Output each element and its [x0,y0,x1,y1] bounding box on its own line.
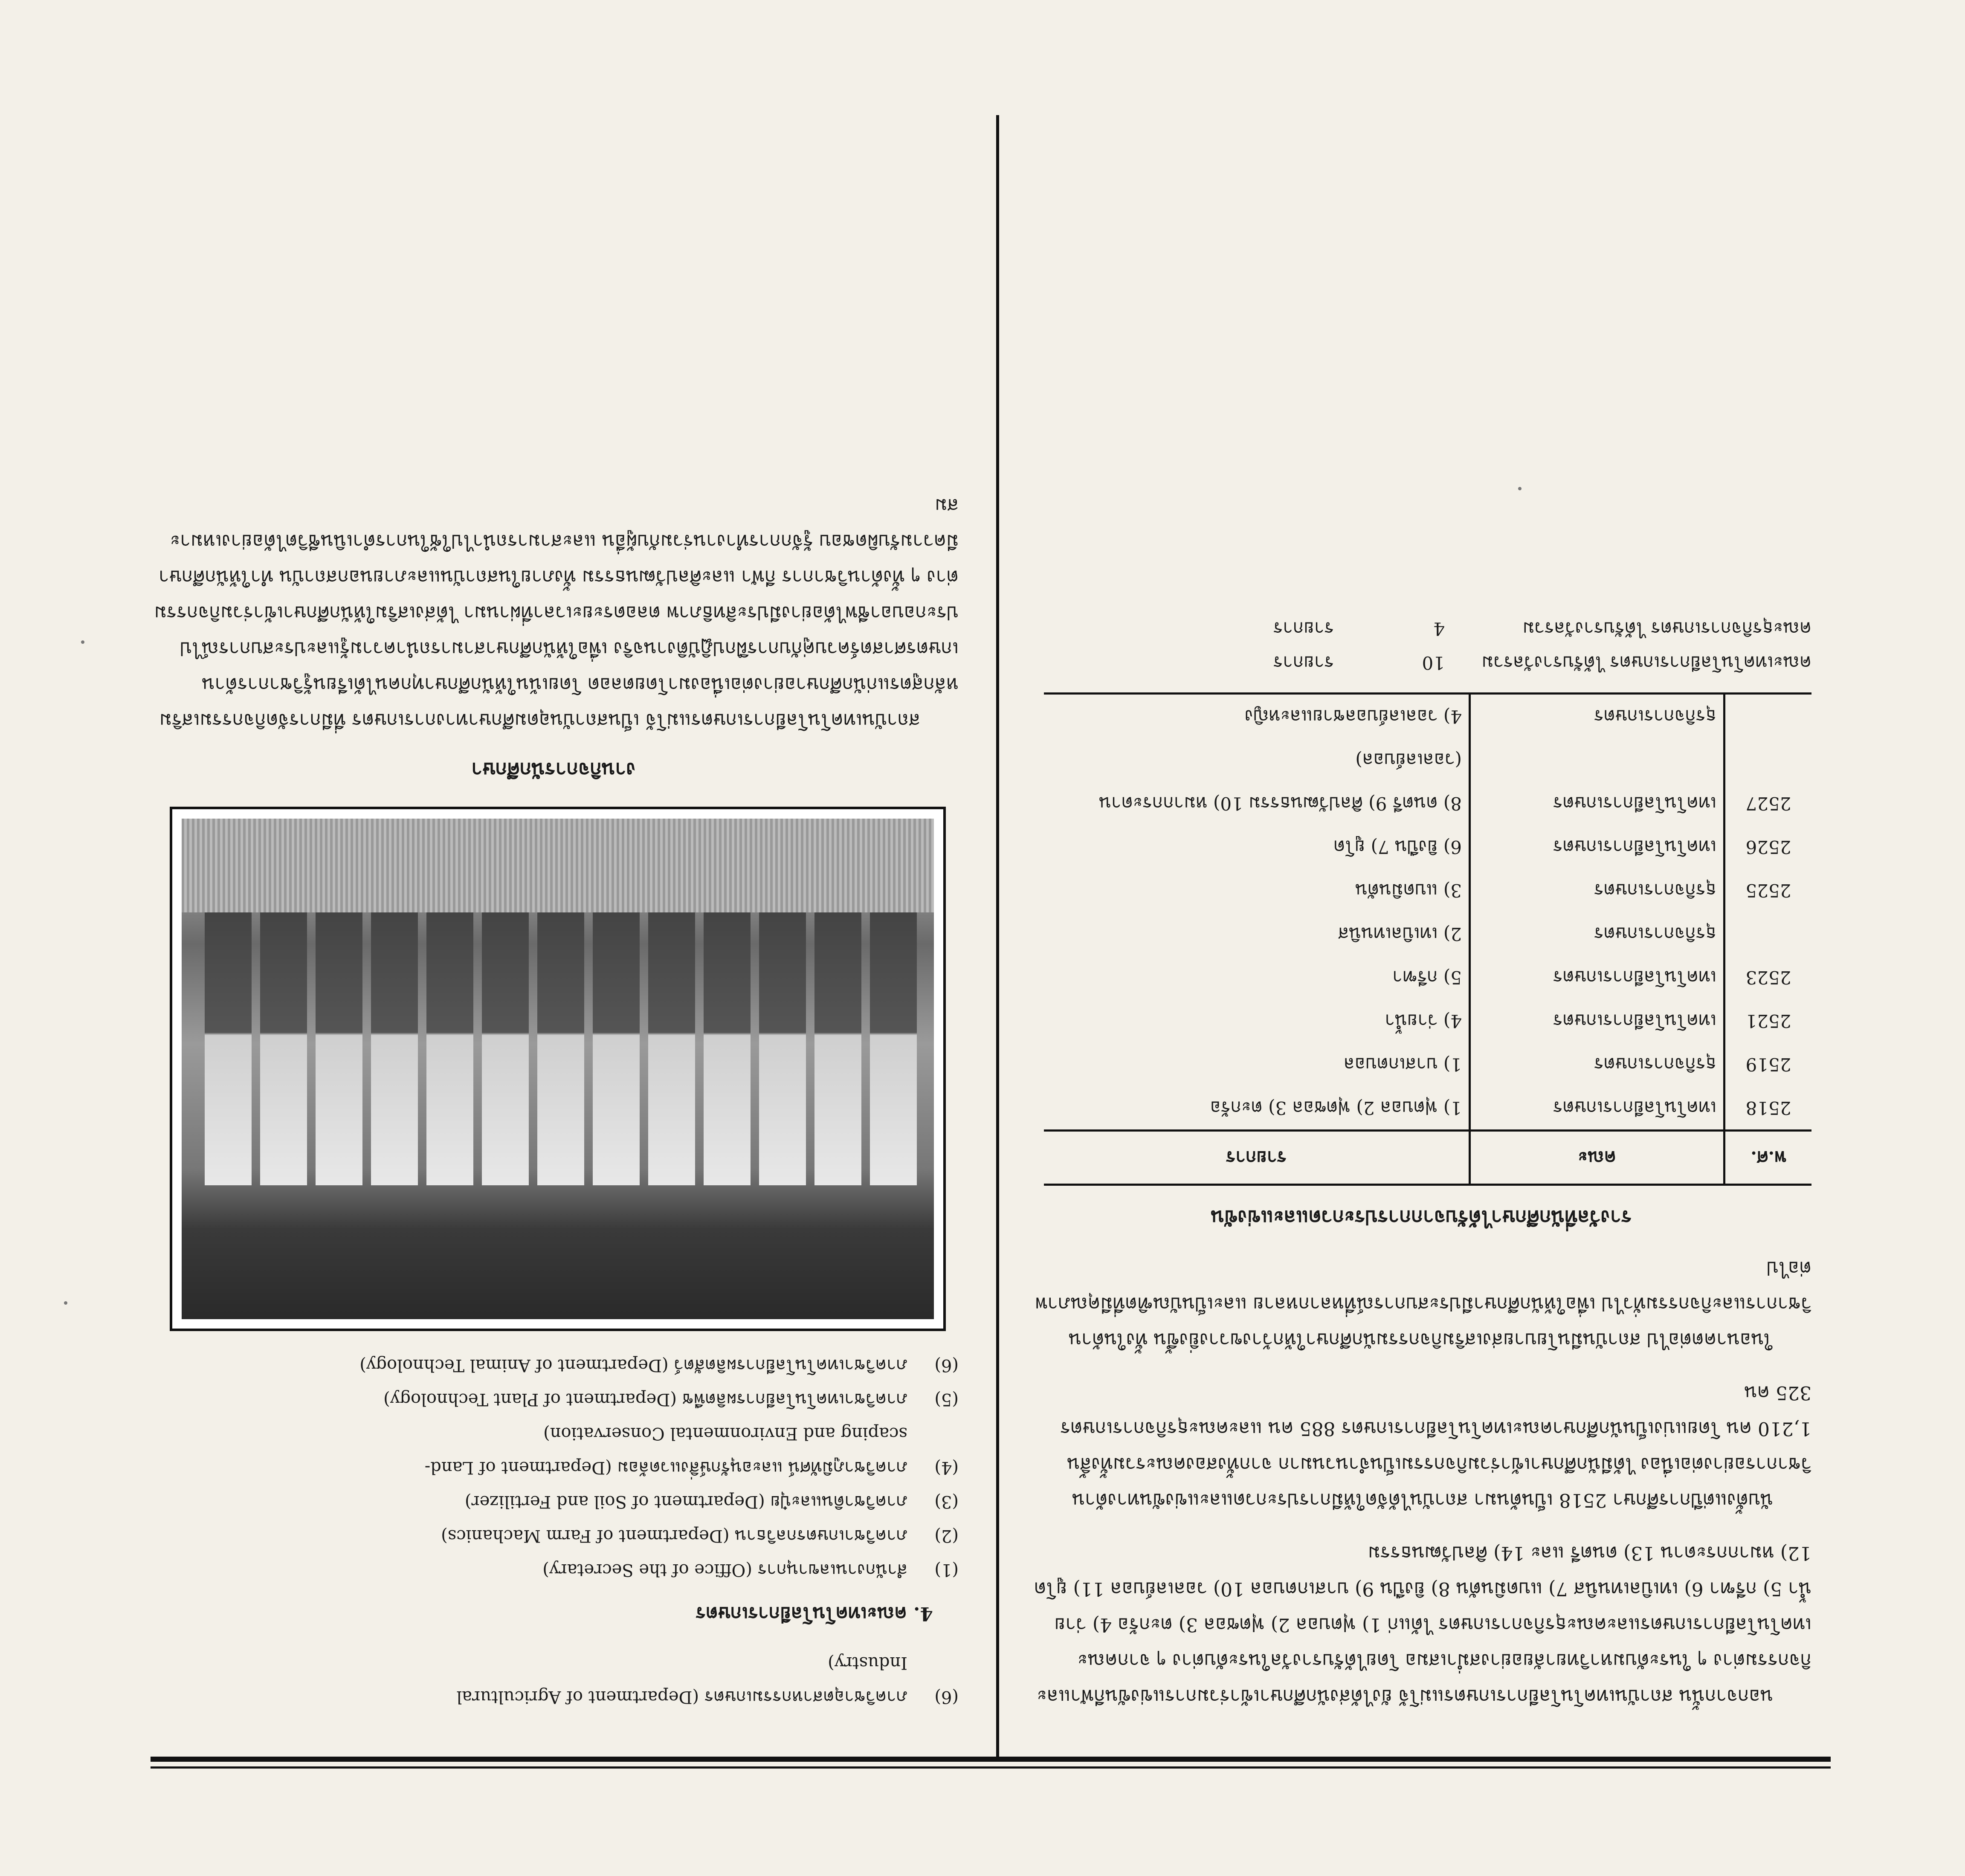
photo-image [182,819,934,1319]
list-item: (3)ภาควิชาดินและปุ๋ย (Department of Soil and Fertilizer) [464,1492,959,1511]
table-row: ธุรกิจการเกษตร 4) วอลเลย์บอลชายและหญิง [1044,694,1811,738]
top-rule-thick [151,1757,1831,1762]
table-row: 2521 เทคโนโลยีการเกษตร 4) ว่ายน้ำ [1044,999,1811,1042]
column-divider [996,115,999,1761]
list-item: (1)สำนักงานเลขานุการ (Office of the Secretary) [542,1560,959,1580]
awards-paragraph-2: นับตั้งแต่ปีการศึกษา 2518 เป็นต้นมา สถาบันได้จัดให้มีการประกวดและแข่งขันทางด้านวิชาการอย่างต่อเนื่อง ได้มีนักศึกษาเข้าร่วมกิจกรรมเป็นจำนวนมาก จากทั้งสองคณะรวมทั้งสิ้น 1,210 คน โดยแบ่งเป็นนักศึกษาคณะเทคโนโลยีการเกษตร 885 คน และคณะธุรกิจการเกษตร 325 คน [1060,1382,1811,1511]
list-item: (6)ภาควิชาเทคโนโลยีการผลิตสัตว์ (Department of Animal Technology) [359,1355,959,1375]
left-column [1031,611,1811,1714]
student-affairs-paragraph: สถาบันเทคโนโลยีการเกษตรแม่โจ้ เป็นสถาบันอุดมศึกษาทางการเกษตร ที่มีการจัดกิจกรรมเสริมหลักสูตรแก่นักศึกษาอย่างต่อเนื่องมาโดยตลอด โดยเน้นให้นักศึกษาทุกคนได้เรียนรู้วิชาการด้านเกษตรศาสตร์ควบคู่กับการฝึกปฏิบัติงานจริง เพื่อให้นักศึกษาสามารถนำความรู้และประสบการณ์ไปประกอบอาชีพได้อย่างมีประสิทธิภาพ ตลอดระยะเวลาที่ผ่านมา ได้ส่งเสริมให้นักศึกษาเข้าร่วมกิจกรรมต่าง ๆ ทั้งด้านวิชาการ กีฬา และศิลปวัฒนธรรม ทั้งภายในสถาบันและภายนอกสถาบัน ทำให้นักศึกษามีความรับผิดชอบ รู้จักการทำงานร่วมกับผู้อื่น และสามารถนำไปใช้ในการดำเนินชีวิตได้อย่างเหมาะสม [154,495,959,731]
header-year: พ.ศ. [1724,1131,1812,1185]
table-row: ธุรกิจการเกษตร 2) เทเบิลเทนนิส [1044,912,1811,955]
table-row: (วอลเลย์บอล) [1044,738,1811,782]
table-row: 2525 ธุรกิจการเกษตร 3) แบดมินตัน [1044,869,1811,912]
section-title-student-affairs: งานกิจการนักศึกษา [471,759,636,782]
awards-paragraph-1: นอกจากนั้น สถาบันเทคโนโลยีการเกษตรแม่โจ้ ยังได้ส่งนักศึกษาเข้าร่วมการแข่งขันกีฬาและกิจกรรมต่าง ๆ ในระดับมหาวิทยาลัยอย่างสม่ำเสมอ โดยได้รับรางวัลในระดับต่าง ๆ จากคณะเทคโนโลยีการเกษตรและคณะธุรกิจการเกษตร ได้แก่ 1) ฟุตบอล 2) ฟุตซอล 3) ตะกร้อ 4) ว่ายน้ำ 5) กรีฑา 6) เทเบิลเทนนิส 7) แบดมินตัน 8) ยิงปืน 9) บาสเกตบอล 10) วอลเลย์บอล 11) ยูโด 12) หมากกระดาน 13) ดนตรี และ 14) ศิลปวัฒนธรรม [1034,1542,1811,1707]
department-list [148,1348,959,1587]
list-item: (2)ภาควิชาเกษตรกลวิธาน (Department of Farm Machanics) [441,1526,959,1546]
top-rule-thin [151,1766,1831,1769]
scan-speck [1518,487,1522,490]
table-row: 2518 เทคโนโลยีการเกษตร 1) ฟุตบอล 2) ฟุตซอล 3) ตะกร้อ [1044,1086,1811,1131]
awards-summary [1031,611,1811,680]
header-items: รายการ [1044,1131,1470,1185]
right-column [148,470,959,1714]
table-row: 2527 เทคโนโลยีการเกษตร 8) ดนตรี 9) ศิลปวัฒนธรรม 10) หมากกระดาน [1044,782,1811,825]
section-heading-faculty: 4. คณะเทคโนโลยีการเกษตร [696,1603,933,1624]
awards-table [1044,692,1811,1186]
list-item: (4)ภาควิชาภูมิทัศน์ และอนุรักษ์สิ่งแวดล้อม (Department of Land- scaping and Environmental Conservation) [424,1424,959,1477]
students-group-photo [170,807,946,1331]
department-continued [148,1646,959,1714]
summary-row: คณะธุรกิจการเกษตร ได้รับรางวัลรวม 4 รายการ [1273,618,1811,639]
table-title: รางวัลที่นักศึกษาได้รับจากการประกวดและแข่งขัน [1211,1206,1632,1229]
table-row: 2519 ธุรกิจการเกษตร 1) บาสเกตบอล [1044,1042,1811,1086]
list-item: (6)ภาควิชาอุตสาหกรรมเกษตร (Department of Agricultural Industry) [456,1653,959,1707]
summary-row: คณะเทคโนโลยีการเกษตร ได้รับรางวัลรวม 10 รายการ [1273,652,1811,673]
awards-paragraph-3: ในอนาคตต่อไป สถาบันมีนโยบายส่งเสริมกิจกรรมนักศึกษาให้กว้างขวางยิ่งขึ้น ทั้งในด้านวิชาการและกิจกรรมทั่วไป เพื่อให้นักศึกษามีประสบการณ์ที่หลากหลาย และเป็นบัณฑิตที่มีคุณภาพต่อไป [1035,1257,1811,1351]
scan-speck [64,1301,67,1305]
scan-speck [81,640,84,644]
table-row: 2523 เทคโนโลยีการเกษตร 5) กรีฑา [1044,955,1811,999]
table-header-row [1044,1131,1811,1185]
table-row: 2526 เทคโนโลยีการเกษตร 6) ยิงปืน 7) ยูโด [1044,825,1811,869]
header-faculty: คณะ [1470,1131,1724,1185]
list-item: (5)ภาควิชาเทคโนโลยีการผลิตพืช (Department of Plant Technology) [383,1390,959,1409]
